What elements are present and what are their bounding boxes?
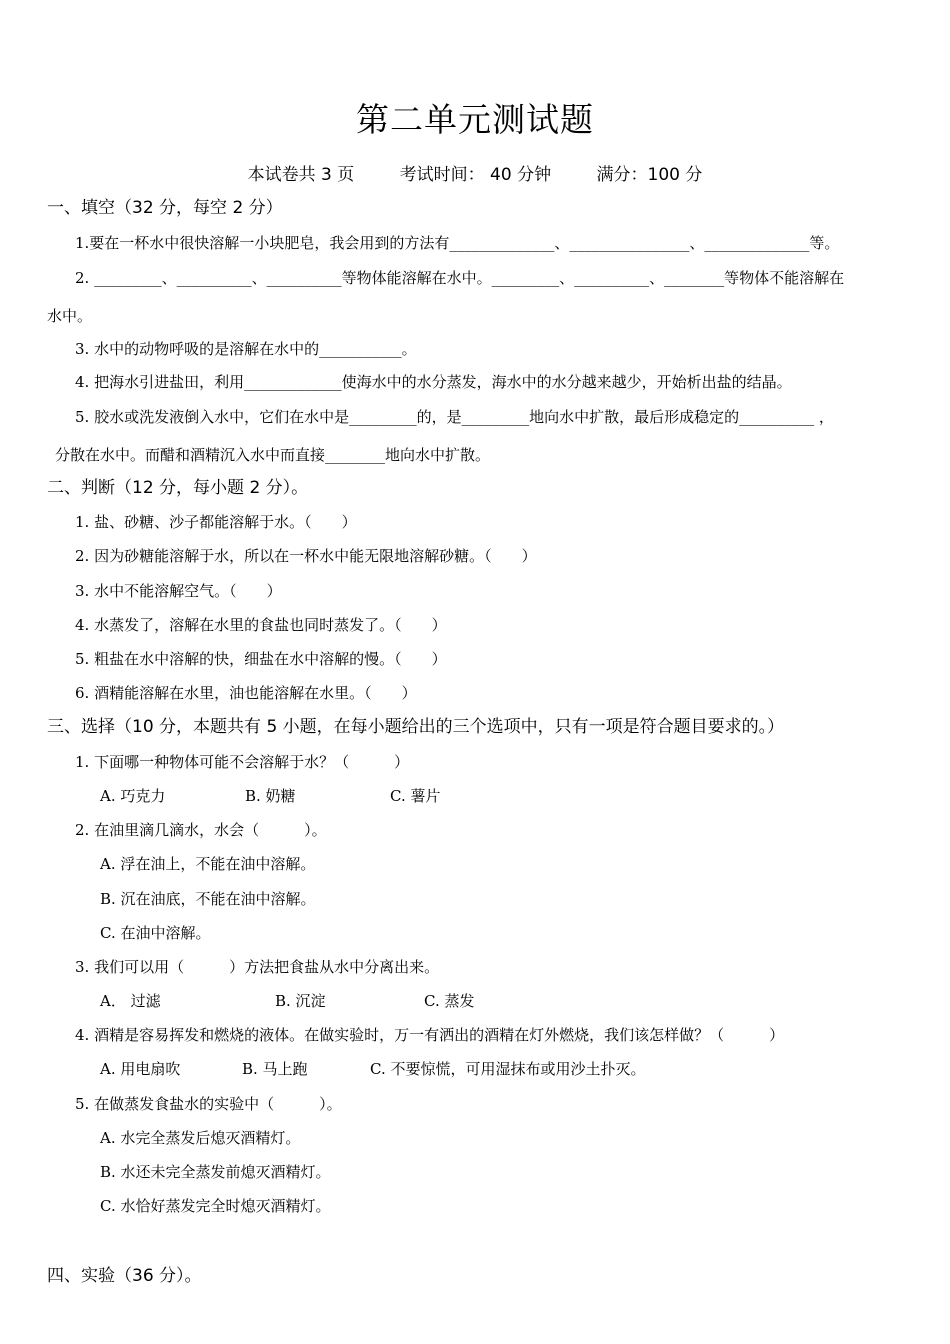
choice-3-option-a: A． 过滤 <box>100 992 161 1010</box>
choice-4-option-c: C. 不要惊慌，可用湿抹布或用沙土扑灭。 <box>370 1060 646 1078</box>
judge-question-1: 1. 盐、砂糖、沙子都能溶解于水。（ ） <box>75 513 357 531</box>
choice-5-option-a: A. 水完全蒸发后熄灭酒精灯。 <box>100 1129 301 1147</box>
choice-5-option-c: C. 水恰好蒸发完全时熄灭酒精灯。 <box>100 1197 331 1215</box>
section-choice-heading: 三、选择（10 分，本题共有 5 小题，在每小题给出的三个选项中，只有一项是符合题目要求的。） <box>47 717 785 737</box>
section-judge-heading: 二、判断（12 分，每小题 2 分）。 <box>47 478 309 498</box>
fill-question-2: 2. _________、__________、__________等物体能溶解在水中。_________、__________、________等物体不能溶解在 <box>75 269 845 287</box>
choice-4-option-a: A. 用电扇吹 <box>100 1060 181 1078</box>
fill-question-4: 4. 把海水引进盐田，利用_____________使海水中的水分蒸发，海水中的水分越来越少，开始析出盐的结晶。 <box>75 373 792 391</box>
choice-2-option-c: C. 在油中溶解。 <box>100 924 211 942</box>
choice-question-5: 5. 在做蒸发食盐水的实验中（ ）。 <box>75 1095 342 1113</box>
choice-question-1: 1. 下面哪一种物体可能不会溶解于水？（ ） <box>75 753 410 771</box>
section-experiment-heading: 四、实验（36 分）。 <box>47 1266 202 1286</box>
choice-1-option-b: B. 奶糖 <box>245 787 296 805</box>
exam-time: 考试时间： 40 分钟 <box>399 165 552 185</box>
judge-question-4: 4. 水蒸发了，溶解在水里的食盐也同时蒸发了。（ ） <box>75 616 447 634</box>
fill-question-5: 5. 胶水或洗发液倒入水中，它们在水中是_________的，是_________地向水中扩散，最后形成稳定的__________ ， <box>75 408 834 426</box>
fill-question-2-cont: 水中。 <box>47 307 93 325</box>
judge-question-3: 3. 水中不能溶解空气。（ ） <box>75 582 282 600</box>
judge-question-5: 5. 粗盐在水中溶解的快，细盐在水中溶解的慢。（ ） <box>75 650 447 668</box>
choice-3-option-c: C. 蒸发 <box>424 992 475 1010</box>
fill-question-5-cont: 分散在水中。而醋和酒精沉入水中而直接________地向水中扩散。 <box>55 446 491 464</box>
choice-5-option-b: B. 水还未完全蒸发前熄灭酒精灯。 <box>100 1163 331 1181</box>
page-title: 第二单元测试题 <box>356 100 594 139</box>
judge-question-2: 2. 因为砂糖能溶解于水，所以在一杯水中能无限地溶解砂糖。（ ） <box>75 547 537 565</box>
fill-question-1: 1.要在一杯水中很快溶解一小块肥皂，我会用到的方法有______________、________________、______________等。 <box>75 234 840 252</box>
choice-3-option-b: B. 沉淀 <box>275 992 326 1010</box>
choice-1-option-c: C. 薯片 <box>390 787 441 805</box>
full-score: 满分：100 分 <box>596 165 703 185</box>
fill-question-3: 3. 水中的动物呼吸的是溶解在水中的___________。 <box>75 340 417 358</box>
choice-2-option-b: B. 沉在油底，不能在油中溶解。 <box>100 890 316 908</box>
exam-meta <box>0 160 950 185</box>
choice-2-option-a: A. 浮在油上，不能在油中溶解。 <box>100 855 316 873</box>
judge-question-6: 6. 酒精能溶解在水里，油也能溶解在水里。（ ） <box>75 684 417 702</box>
choice-question-2: 2. 在油里滴几滴水，水会（ ）。 <box>75 821 327 839</box>
section-fill-heading: 一、填空（32 分，每空 2 分） <box>47 198 283 218</box>
choice-1-option-a: A. 巧克力 <box>100 787 166 805</box>
choice-question-4: 4. 酒精是容易挥发和燃烧的液体。在做实验时，万一有洒出的酒精在灯外燃烧，我们该怎样做？（ ） <box>75 1026 785 1044</box>
choice-4-option-b: B. 马上跑 <box>242 1060 308 1078</box>
choice-question-3: 3. 我们可以用（ ）方法把食盐从水中分离出来。 <box>75 958 440 976</box>
page-count: 本试卷共 3 页 <box>247 165 355 185</box>
